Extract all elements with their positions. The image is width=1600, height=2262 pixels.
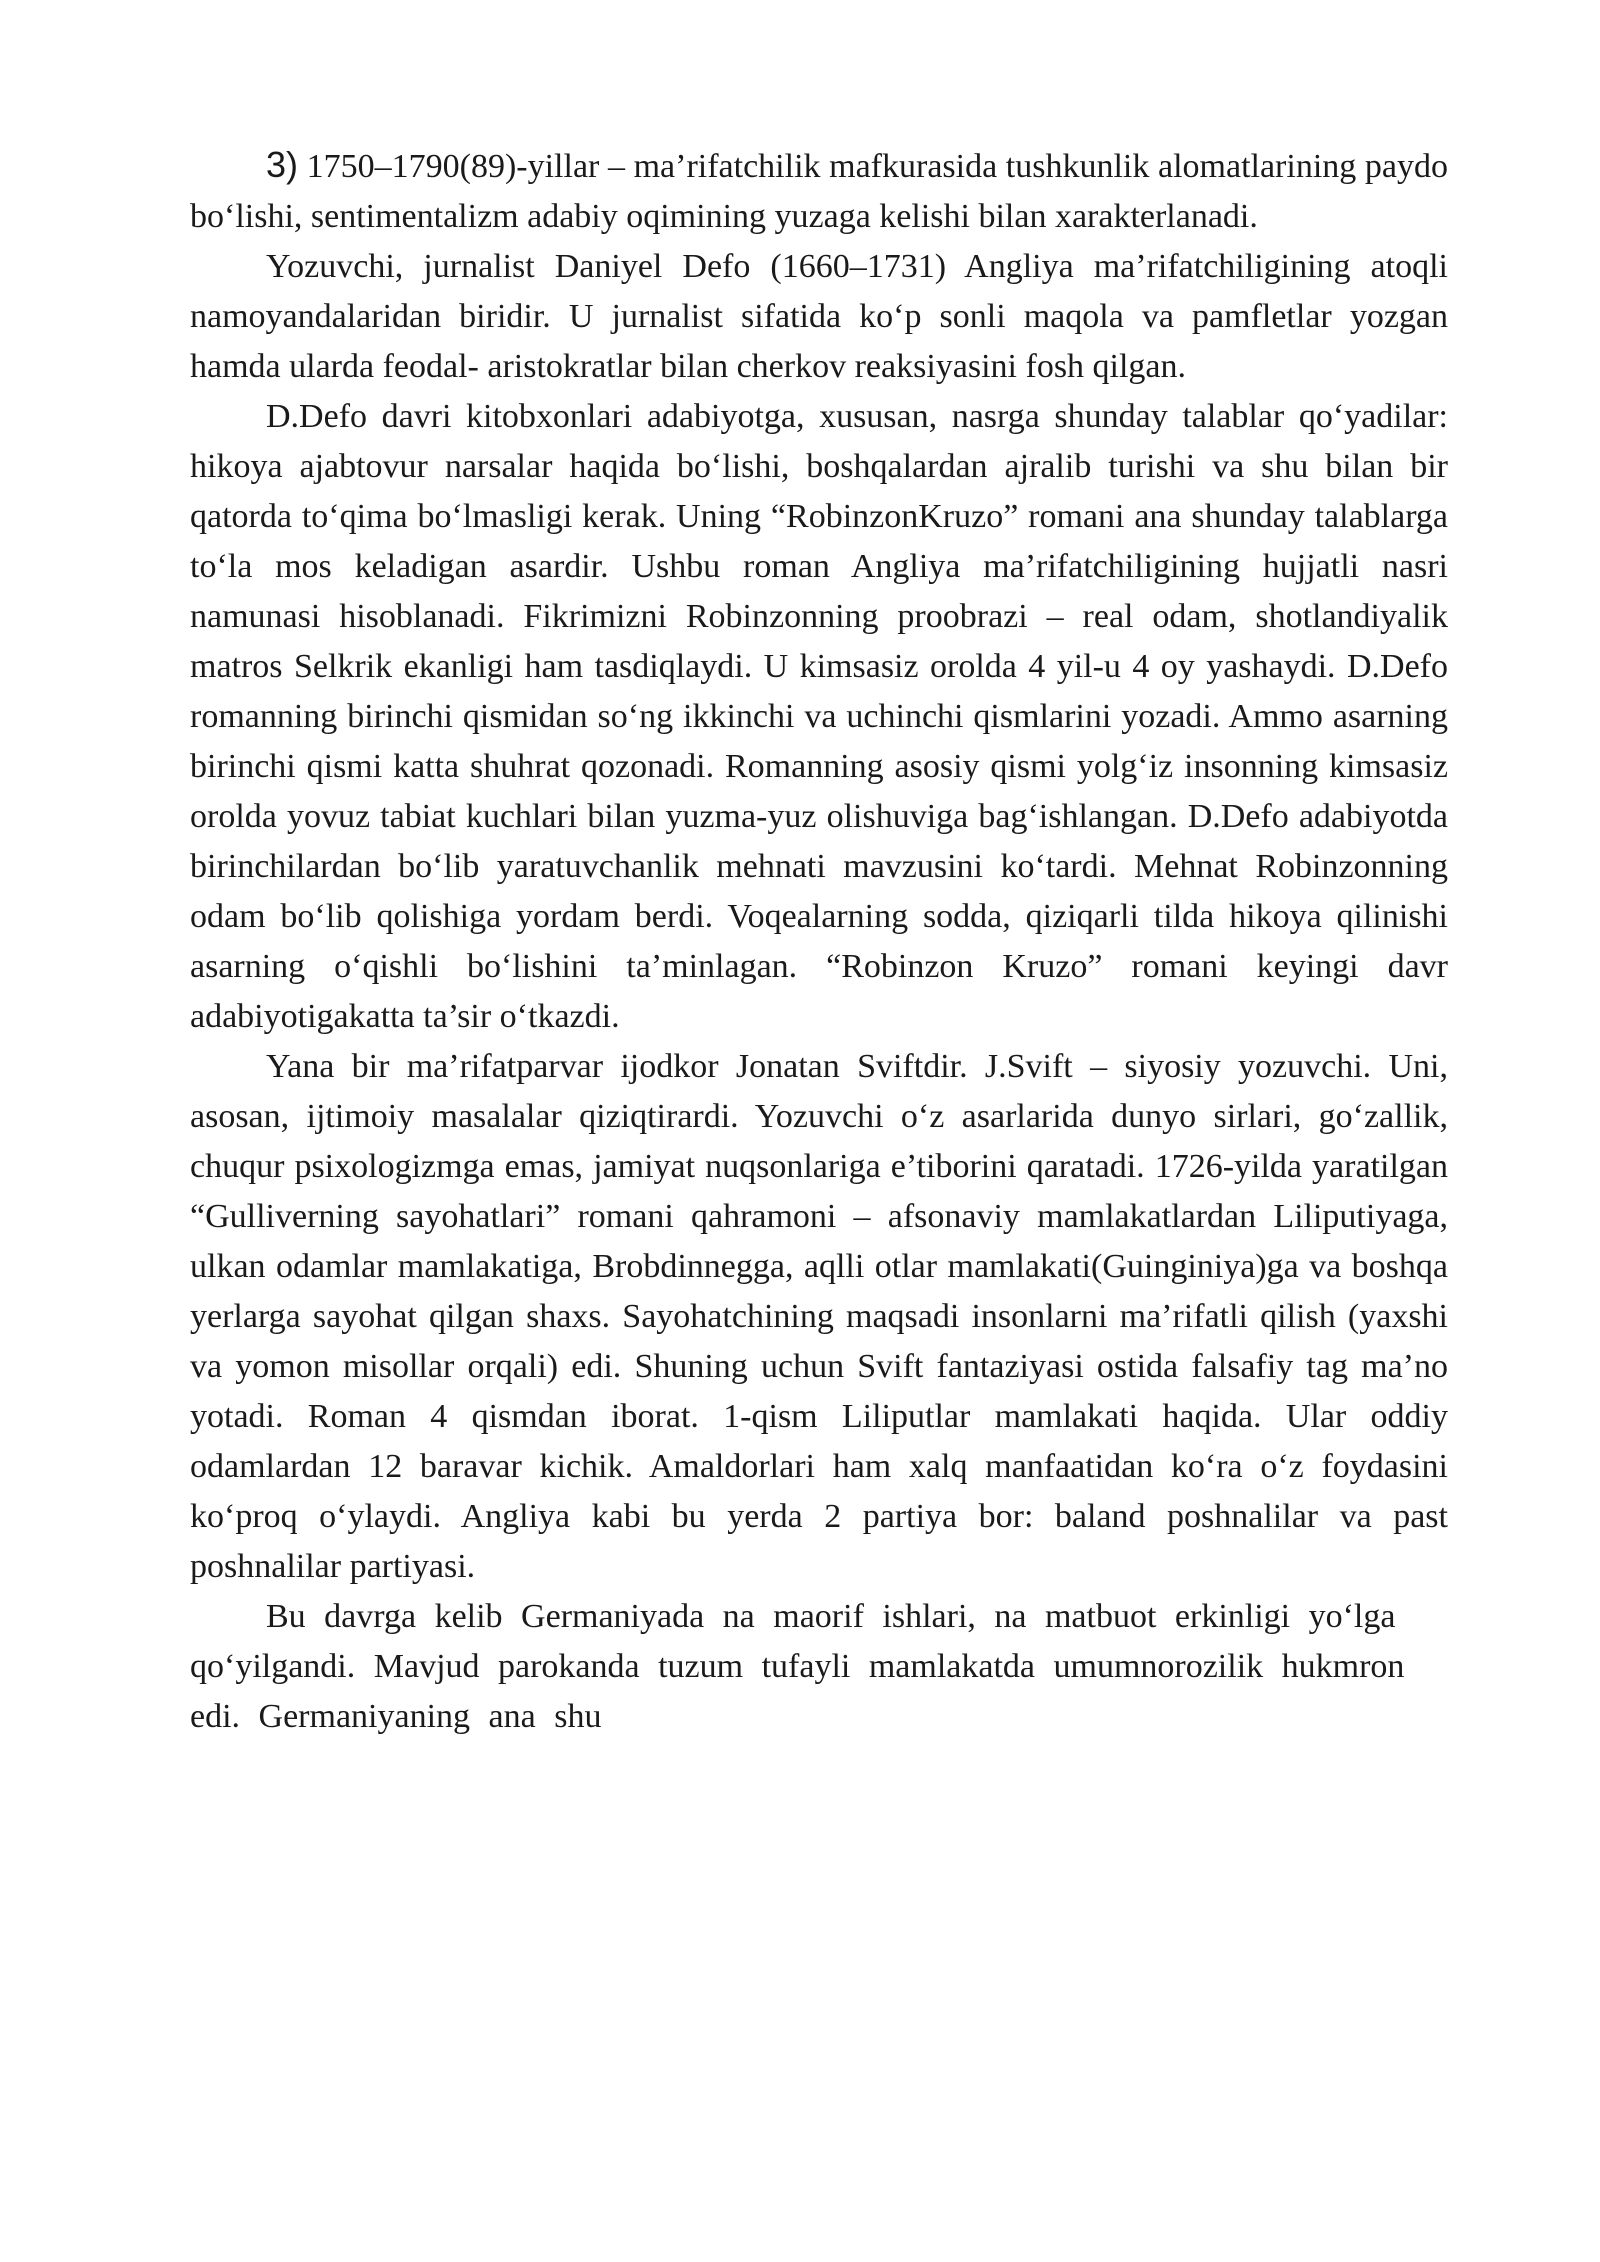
paragraph-robinson-crusoe: D.Defo davri kitobxonlari adabiyotga, xususan, nasrga shunday talablar qo‘yadilar: hikoya ajabtovur narsalar haqida bo‘lishi, boshqalardan ajralib turishi va shu bilan bir qatorda to‘qima bo‘lmasligi kerak. Uning “RobinzonKruzo” romani ana shunday talablarga to‘la mos keladigan asardir. Ushbu roman Angliya ma’rifatchiligining hujjatli nasri namunasi hisoblanadi. Fikrimizni Robinzonning proobrazi – real odam, shotlandiyalik matros Selkrik ekanligi ham tasdiqlaydi. U kimsasiz orolda 4 yil-u 4 oy yashaydi. D.Defo romanning birinchi qismidan so‘ng ikkinchi va uchinchi qismlarini yozadi. Ammo asarning birinchi qismi katta shuhrat qozonadi. Romanning asosiy qismi yolg‘iz insonning kimsasiz orolda yovuz tabiat kuchlari bilan yuzma-yuz olishuviga bag‘ishlangan. D.Defo adabiyotda birinchilardan bo‘lib yaratuvchanlik mehnati mavzusini ko‘tardi. Mehnat Robinzonning odam bo‘lib qolishiga yordam berdi. Voqealarning sodda, qiziqarli tilda hikoya qilinishi asarning o‘qishli bo‘lishini ta’minlagan. “Robinzon Kruzo” romani keyingi davr adabiyotigakatta ta’sir o‘tkazdi. — [190, 398, 1448, 1035]
document-page — [190, 140, 1448, 1742]
paragraph-swift: Yana bir ma’rifatparvar ijodkor Jonatan Sviftdir. J.Svift – siyosiy yozuvchi. Uni, asosan, ijtimoiy masalalar qiziqtirardi. Yozuvchi o‘z asarlarida dunyo sirlari, go‘zallik, chuqur psixologizmga emas, jamiyat nuqsonlariga e’tiborini qaratadi. 1726-yilda yaratilgan “Gulliverning sayohatlari” romani qahramoni – afsonaviy mamlakatlardan Liliputiyaga, ulkan odamlar mamlakatiga, Brobdinnegga, aqlli otlar mamlakati(Guinginiya)ga va boshqa yerlarga sayohat qilgan shaxs. Sayohatchining maqsadi insonlarni ma’rifatli qilish (yaxshi va yomon misollar orqali) edi. Shuning uchun Svift fantaziyasi ostida falsafiy tag ma’no yotadi. Roman 4 qismdan iborat. 1-qism Liliputlar mamlakati haqida. Ular oddiy odamlardan 12 baravar kichik. Amaldorlari ham xalq manfaatidan ko‘ra o‘z foydasini ko‘proq o‘ylaydi. Angliya kabi bu yerda 2 partiya bor: baland poshnalilar va past poshnalilar partiyasi. — [190, 1048, 1448, 1585]
paragraph-defoe-intro: Yozuvchi, jurnalist Daniyel Defo (1660–1731) Angliya ma’rifatchiligining atoqli namoyandalaridan biridir. U jurnalist sifatida ko‘p sonli maqola va pamfletlar yozgan hamda ularda feodal- aristokratlar bilan cherkov reaksiyasini fosh qilgan. — [190, 248, 1448, 385]
paragraph-text: 1750–1790(89)-yillar – ma’rifatchilik mafkurasida tushkunlik alomatlarining paydo bo‘lishi, sentimentalizm adabiy oqimining yuzaga kelishi bilan xarakterlanadi. — [190, 148, 1448, 235]
list-marker: 3) — [266, 144, 299, 185]
paragraph-period-3 — [190, 140, 1448, 242]
paragraph-germany: Bu davrga kelib Germaniyada na maorif ishlari, na matbuot erkinligi yo‘lga qo‘yilgandi. Mavjud parokanda tuzum tufayli mamlakatda umumnorozilik hukmron edi. Germaniyaning ana shu — [190, 1598, 1405, 1735]
